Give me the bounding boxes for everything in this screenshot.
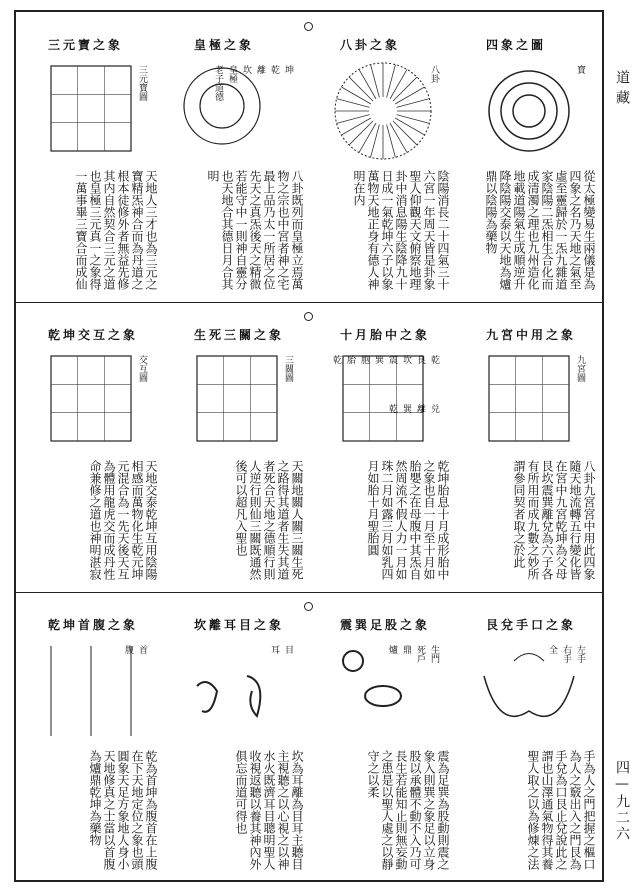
diagram-label: 三關圖 <box>283 355 293 382</box>
diagram-label: 死戶 <box>415 645 425 663</box>
diagram-label: 首 <box>137 645 147 654</box>
panel-title: 生死三關之象 <box>194 328 285 342</box>
diagram-label: 右手 <box>561 645 571 663</box>
diagram-labels <box>328 64 440 160</box>
figure-panel <box>310 310 456 590</box>
diagram-label: 乾 <box>331 355 341 364</box>
panel-title: 三元寶之象 <box>48 38 124 52</box>
panel-body-text: 八卦九宮宮中用此四象隨天地流轉五行變化皆在宮中九宮乾坤為父母艮坎震巽離兌為六子各有所用而成九數之妙所謂參同契者取之於此 <box>512 460 596 580</box>
figure-panel <box>310 600 456 880</box>
diagram-labels <box>328 644 440 740</box>
panel-title: 十月胎中之象 <box>340 328 431 342</box>
diagram-label: 九宮圖 <box>575 355 585 382</box>
figure-panel <box>164 20 310 300</box>
diagram-label: 坎 <box>241 65 251 74</box>
panel-body-text: 乾坤胎息十月成形胎中之象也自一月至十月如胎嬰之在母腹中其炁自然周流不假人力一月如珠二月如露三月如乳四月如胎十月聖胎圓 <box>366 460 450 580</box>
diagram-label: 腹 <box>123 645 133 654</box>
page-number: 四—九二六 <box>614 760 630 842</box>
panel-body-text: 震為足巽為股動則震之象入則巽之象足以立身股以承體不動不入乃可長生若能知止則無妄動之患是以聖人處之以靜守之以柔 <box>366 750 450 870</box>
figure-panel <box>310 20 456 300</box>
figure-panel <box>456 600 602 880</box>
panel-title: 艮兌手口之象 <box>486 618 577 632</box>
diagram-labels <box>36 354 148 450</box>
diagram-labels <box>182 354 294 450</box>
panel-title: 皇極之象 <box>194 38 255 52</box>
panel-title: 四象之圖 <box>486 38 547 52</box>
diagram-labels <box>474 354 586 450</box>
document-page <box>14 10 604 882</box>
diagram-labels <box>182 644 294 740</box>
diagram-labels <box>474 644 586 740</box>
diagram-label: 胞 <box>359 355 369 364</box>
diagram-label: 皇極 <box>227 65 237 83</box>
diagram-label: 兑 <box>429 404 439 413</box>
panel-body-text: 八卦既列而皇極立焉萬物之宗也中宮者神之宅最上品乃太一所居之位先天之真炁後天之精微若能守中一則神自靈分也天地合其德日月合其明 <box>206 170 304 290</box>
diagram-label: 八卦 <box>429 65 439 83</box>
panel-title: 震巽足股之象 <box>340 618 431 632</box>
diagram-label: 寶 <box>575 65 585 74</box>
figure-panel <box>164 310 310 590</box>
diagram-label: 左手 <box>575 645 585 663</box>
panel-body-text: 乾為首坤為腹首在上腹在下天地定位之象也頭圓象天足方象地人身小天地修真之士當以首腹為爐鼎乾坤為藥物 <box>88 750 158 870</box>
figure-panel <box>18 600 164 880</box>
panel-body-text: 天關地關人關三關生死之路得其道者生失其道者死合天地之德順行則人逆行則仙三關既通然後可以超凡入聖也 <box>234 460 304 580</box>
diagram-label: 三元寶圖 <box>137 65 147 101</box>
diagram-label: 胎 <box>345 355 355 364</box>
diagram-label: 震 <box>387 355 397 364</box>
diagram-label: 坎 <box>401 355 411 364</box>
diagram-label: 巽 <box>401 404 411 413</box>
diagram-labels <box>36 644 148 740</box>
diagram-labels <box>474 64 586 160</box>
panel-title: 乾坤交互之象 <box>48 328 139 342</box>
figure-panel <box>456 310 602 590</box>
diagram-label: 乾 <box>269 65 279 74</box>
diagram-labels <box>182 64 294 160</box>
diagram-label: 耳 <box>269 645 279 654</box>
panel-body-text: 天地交泰乾坤互用陰陽相感而萬物化生乾元坤元混合為一先天後天互為體用龍虎交而成丹性命兼修之道也神明湛寂 <box>88 460 158 580</box>
diagram-label: 良 <box>415 355 425 364</box>
panel-body-text: 天地人三才也為三元之寶精炁神合而為丹道之根本徒修外者無益先修其内自然契合三元之道也皇極三元真一之象得一萬事畢三寶合而成仙 <box>74 170 158 290</box>
figure-panel <box>18 20 164 300</box>
figure-panel <box>18 310 164 590</box>
panel-body-text: 手為人之門把握之樞口為人之竅出入之門艮為手兌為口艮止兌說此之謂也山澤通氣物得其養聖人取之以為修煉之法 <box>526 750 596 870</box>
diagram-labels <box>328 354 440 450</box>
panel-title: 九宮中用之象 <box>486 328 577 342</box>
diagram-label: 坤 <box>283 65 293 74</box>
panel-title: 乾坤首腹之象 <box>48 618 139 632</box>
diagram-label: 乾 <box>387 404 397 413</box>
panel-body-text: 從太極變易生兩儀是為四象之名乃天地之氣至虛至靈歸於一炁九雜道家陰陽二炁相生合化而成清濁之理也九州造化地載道陽氣生成順逆升降陰陽交泰以天地為爐鼎以陰陽為藥物 <box>484 170 596 290</box>
diagram-labels <box>36 64 148 160</box>
diagram-label: 生門 <box>429 645 439 663</box>
panel-title: 坎離耳目之象 <box>194 618 285 632</box>
diagram-label: 巽 <box>373 355 383 364</box>
diagram-label: 鼎 <box>401 645 411 654</box>
figure-panel <box>164 600 310 880</box>
diagram-label: 離 <box>415 404 425 413</box>
panel-title: 八卦之象 <box>340 38 401 52</box>
panel-body-text: 坎為耳離為目耳主聽目主視聽之以心視之以神水火既濟耳目聰明聖人收視返聽以養其神內外俱忘而道可得也 <box>234 750 304 870</box>
figure-panel <box>456 20 602 300</box>
diagram-label: 交互圖 <box>137 355 147 382</box>
side-header: 道藏 <box>614 70 630 110</box>
diagram-label: 全 <box>547 645 557 654</box>
diagram-label: 老子道德 <box>213 65 223 101</box>
diagram-label: 爐 <box>387 645 397 654</box>
row-divider <box>16 592 602 593</box>
panel-body-text: 陰陽消長二十四氣三十六宮一年周天皆是卦象聖人仰觀天文俯察地理卦中消息陽生陰降九十日成一氣乾坤六子以象萬物天地正身有德人神明在内 <box>352 170 450 290</box>
diagram-label: 離 <box>255 65 265 74</box>
diagram-label: 目 <box>283 645 293 654</box>
diagram-label: 乾 <box>429 355 439 364</box>
row-divider <box>16 302 602 303</box>
